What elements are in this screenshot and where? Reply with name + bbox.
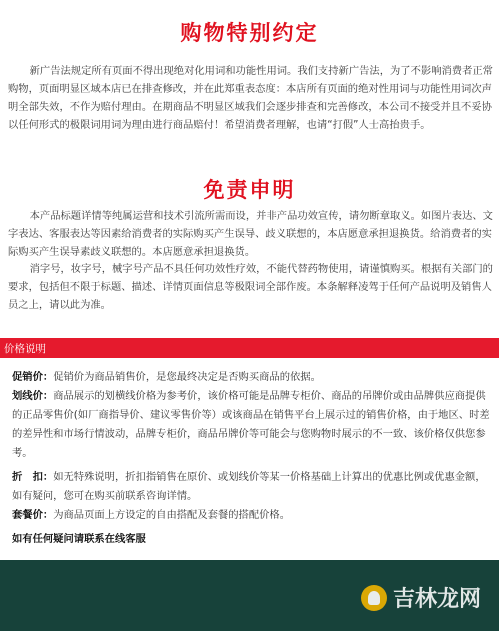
footer-banner: [0, 560, 499, 631]
price-item-promo: [12, 368, 492, 387]
price-explanation-section: [0, 338, 499, 560]
site-watermark: [361, 582, 481, 613]
disclaimer-paragraph-2: 消字号，妆字号，械字号产品不具任何功效性疗效，不能代替药物使用，请谨慎购买。根据有关部门的要求，包括但不限于标题、描述、详情页面信息等极限词全部作废。本条解释凌驾于任何产品说明及销售人员之上，请以此为准。: [8, 263, 493, 311]
watermark-text: 吉林龙网: [392, 586, 481, 612]
price-explanation-title: 价格说明: [4, 343, 46, 355]
price-item-label: 划线价：: [12, 390, 54, 402]
price-item-text: 为商品页面上方设定的自由搭配及套餐的搭配价格。: [53, 509, 291, 521]
price-item-text: 商品展示的划横线价格为参考价，该价格可能是品牌专柜价、商品的吊牌价或由品牌供应商提供的正品零售价(如厂商指导价、建议零售价等）或该商品在销售平台上展示过的销售价格，由于地区、时差的差异性和市场行情波动，品牌专柜价，商品吊牌价等可能会与您购物时展示的不一致、该价格仅供您参考。: [12, 390, 490, 459]
price-item-label: 促销价：: [12, 371, 54, 383]
price-explanation-bar: [0, 338, 499, 358]
dragon-logo-icon: [361, 585, 387, 611]
shopping-agreement-paragraph: 新广告法规定所有页面不得出现绝对化用词和功能性用词。我们支持新广告法，为了不影响消费者正常购物，页面明显区域本店已在排查修改，并在此郑重表态度：本店所有页面的绝对性用词与功能性用词次声明全部失效，不作为赔付理由。在期商品不明显区域我们会逐步排查和完善修改，本公司不接受并且不妥协以任何形式的极限词用词为理由进行商品赔付！希望消费者理解，也请“打假”人士高抬贵手。: [8, 65, 493, 131]
price-item-text: 促销价为商品销售价，是您最终决定是否购买商品的依据。: [53, 371, 321, 383]
contact-customer-service-link[interactable]: 如有任何疑问请联系在线客服: [12, 533, 146, 545]
price-item-label: 折 扣：: [12, 471, 54, 483]
price-item-strikethrough: [12, 387, 492, 463]
price-item-discount: [12, 468, 492, 506]
price-item-label: 套餐价：: [12, 509, 54, 521]
disclaimer-paragraph-1: 本产品标题详情等纯属运营和技术引流所需而设，并非产品功效宣传，请勿断章取义。如图片表达、文字表达、客服表达等因素给消费者的实际购买产生误导、歧义联想的，本店愿意承担退换货。给消费者的实际购买产生误导素歧义联想的。本店愿意承担退换货。: [8, 210, 493, 258]
disclaimer-title: 免责申明: [203, 178, 296, 202]
shopping-agreement-title: 购物特别约定: [180, 21, 319, 45]
price-item-package: [12, 506, 492, 525]
price-item-text: 如无特殊说明，折扣指销售在原价、或划线价等某一价格基础上计算出的优惠比例或优惠金额，如有疑问，您可在购买前联系咨询详情。: [12, 471, 486, 502]
